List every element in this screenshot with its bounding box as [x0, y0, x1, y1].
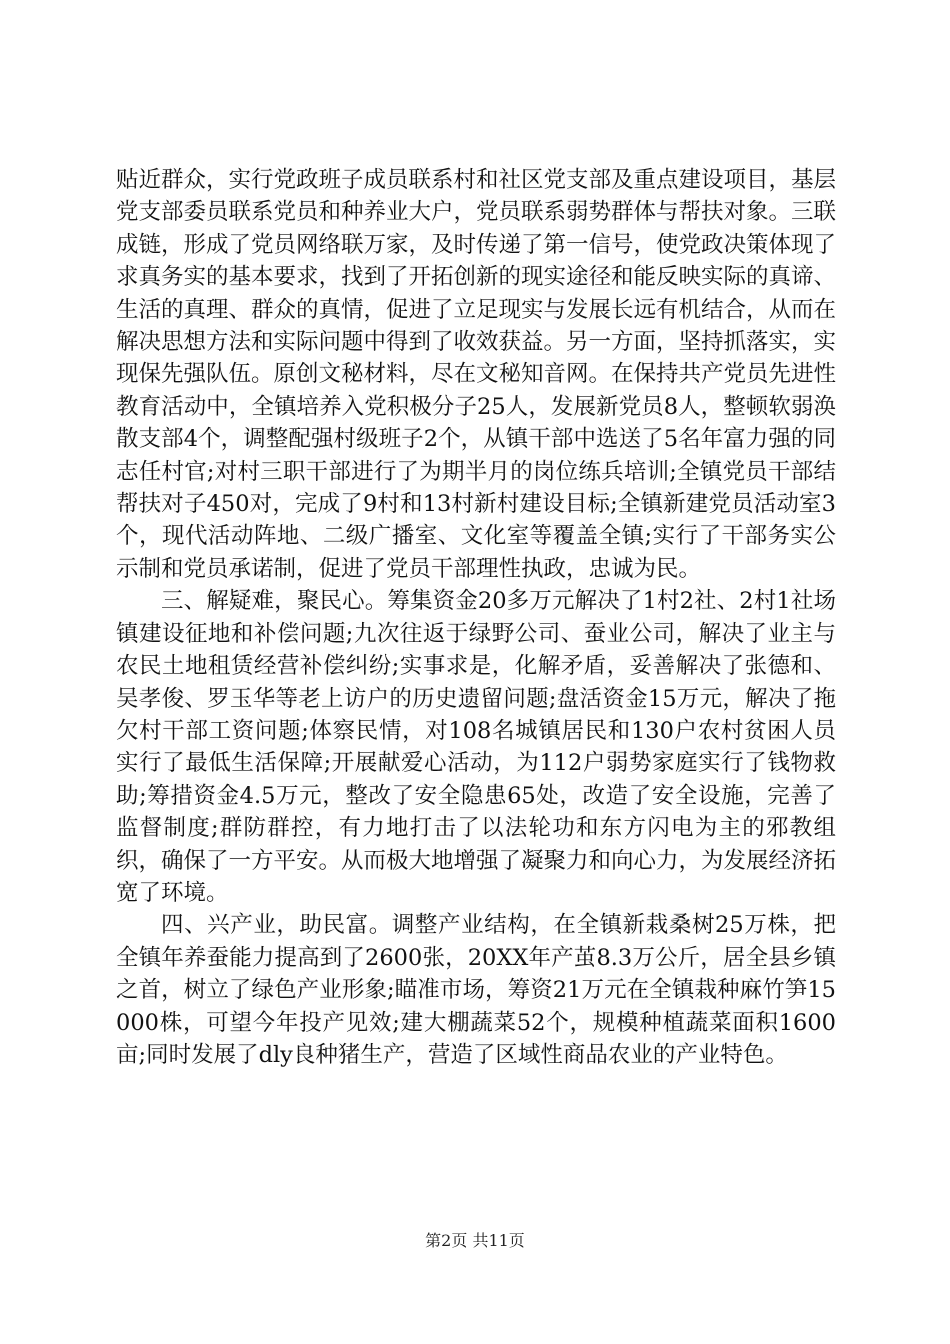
paragraph-section-four: 四、兴产业，助民富。调整产业结构，在全镇新栽桑树25万株，把全镇年养蚕能力提高到了2600张，20XX年产茧8.3万公斤，居全县乡镇之首，树立了绿色产业形象;瞄准市场，筹资21万元在全镇栽种麻竹笋15000株，可望今年投产见效;建大棚蔬菜52个，规模种植蔬菜面积1600亩;同时发展了dly良种猪生产，营造了区域性商品农业的产业特色。 [116, 912, 836, 1068]
page-number-footer: 第2页 共11页 [425, 1231, 525, 1250]
document-body [116, 164, 836, 1071]
paragraph-continued: 贴近群众，实行党政班子成员联系村和社区党支部及重点建设项目，基层党支部委员联系党员和种养业大户，党员联系弱势群体与帮扶对象。三联成链，形成了党员网络联万家，及时传递了第一信号，使党政决策体现了求真务实的基本要求，找到了开拓创新的现实途径和能反映实际的真谛、生活的真理、群众的真情，促进了立足现实与发展长远有机结合，从而在解决思想方法和实际问题中得到了收效获益。另一方面，坚持抓落实，实现保先强队伍。原创文秘材料，尽在文秘知音网。在保持共产党员先进性教育活动中，全镇培养入党积极分子25人，发展新党员8人，整顿软弱涣散支部4个，调整配强村级班子2个，从镇干部中选送了5名年富力强的同志任村官;对村三职干部进行了为期半月的岗位练兵培训;全镇党员干部结帮扶对子450对，完成了9村和13村新村建设目标;全镇新建党员活动室3个，现代活动阵地、二级广播室、文化室等覆盖全镇;实行了干部务实公示制和党员承诺制，促进了党员干部理性执政，忠诚为民。 [116, 167, 837, 582]
paragraph-section-three: 三、解疑难，聚民心。筹集资金20多万元解决了1村2社、2村1社场镇建设征地和补偿问题;九次往返于绿野公司、蚕业公司，解决了业主与农民土地租赁经营补偿纠纷;实事求是，化解矛盾，妥善解决了张德和、吴孝俊、罗玉华等老上访户的历史遗留问题;盘活资金15万元，解决了拖欠村干部工资问题;体察民情，对108名城镇居民和130户农村贫困人员实行了最低生活保障;开展献爱心活动，为112户弱势家庭实行了钱物救助;筹措资金4.5万元，整改了安全隐患65处，改造了安全设施，完善了监督制度;群防群控，有力地打击了以法轮功和东方闪电为主的邪教组织，确保了一方平安。从而极大地增强了凝聚力和向心力，为发展经济拓宽了环境。 [116, 588, 837, 906]
